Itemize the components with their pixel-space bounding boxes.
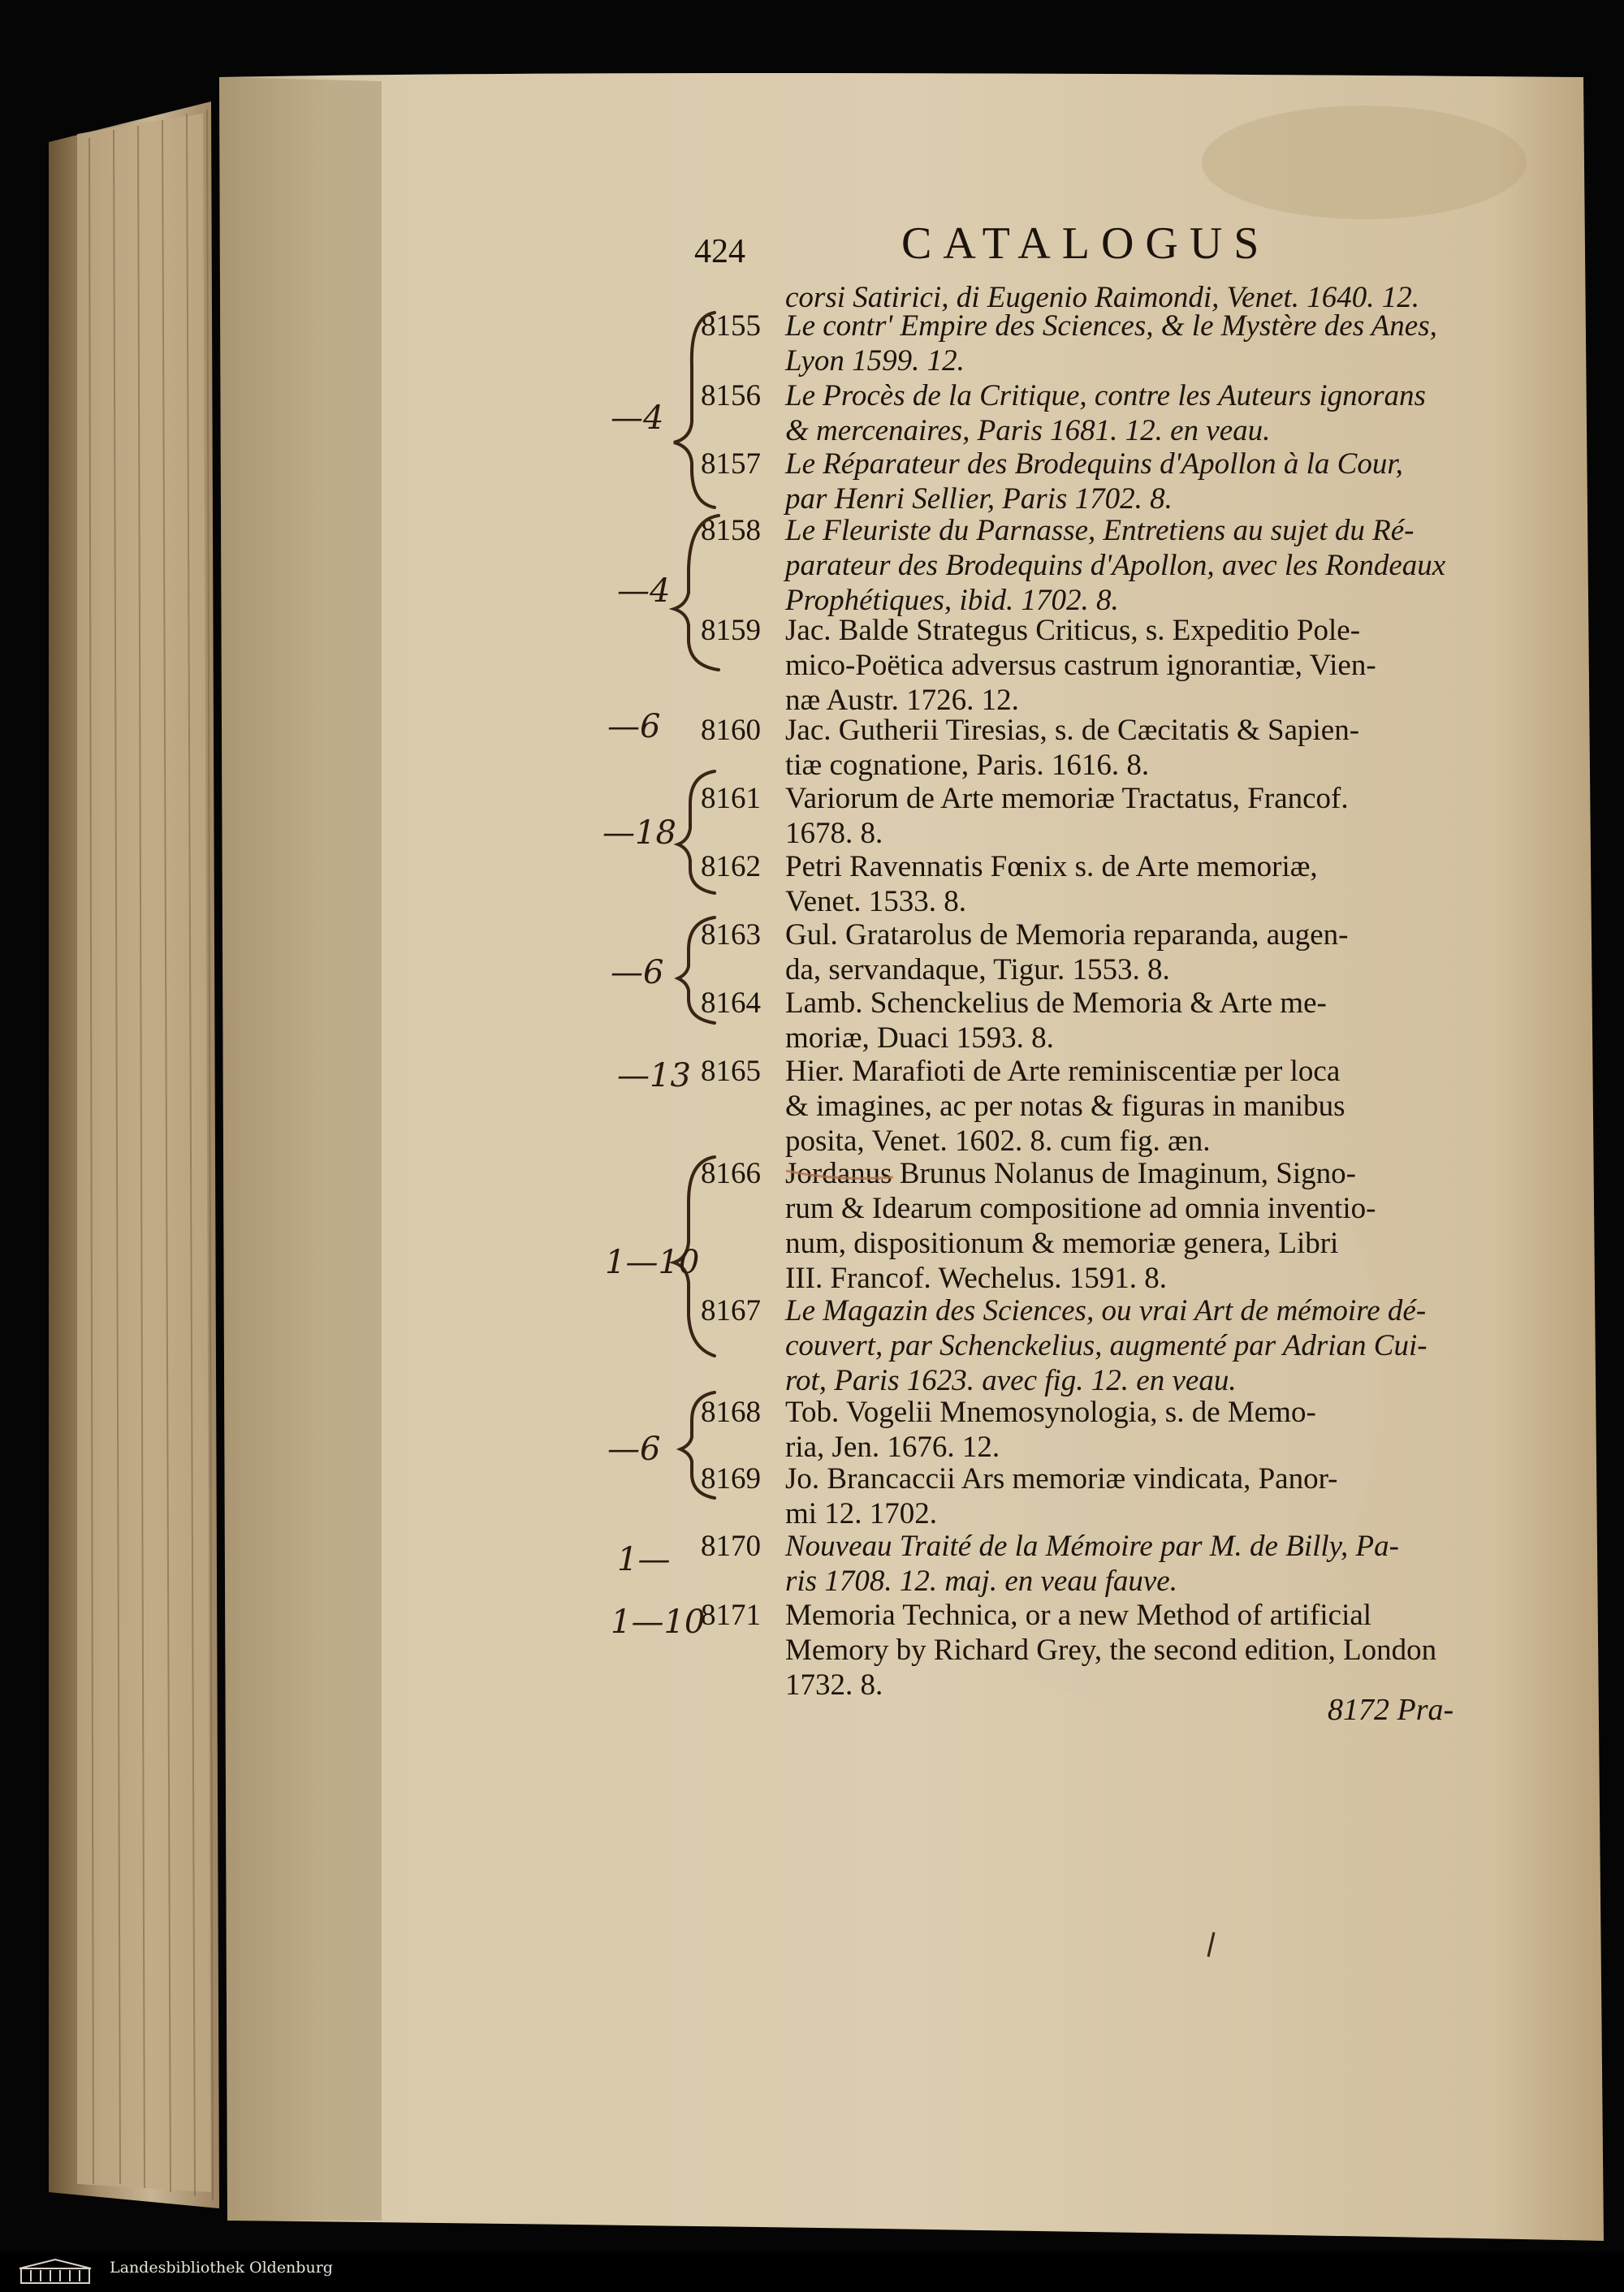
entry-line: Venet. 1533. 8. bbox=[785, 885, 966, 918]
entry-text bbox=[785, 917, 1506, 987]
entry-line: couvert, par Schenckelius, augmenté par Adrian Cui- bbox=[785, 1329, 1427, 1362]
catalog-entry bbox=[694, 849, 1506, 919]
entry-line: Jo. Brancaccii Ars memoriæ vindicata, Panor- bbox=[785, 1462, 1338, 1496]
handwritten-price: —18 bbox=[603, 814, 676, 852]
entry-number: 8167 bbox=[701, 1294, 761, 1327]
entry-text bbox=[785, 713, 1506, 783]
handwritten-price: —4 bbox=[617, 572, 671, 610]
entry-text bbox=[785, 309, 1506, 378]
entry-text bbox=[785, 1461, 1506, 1531]
entry-number: 8169 bbox=[701, 1462, 761, 1496]
entry-line: Memoria Technica, or a new Method of artificial bbox=[785, 1599, 1372, 1632]
handwritten-price: —13 bbox=[617, 1057, 691, 1094]
entry-line: III. Francof. Wechelus. 1591. 8. bbox=[785, 1262, 1168, 1295]
catalog-entry bbox=[694, 781, 1506, 851]
entry-number: 8157 bbox=[701, 447, 761, 481]
entry-line: & imagines, ac per notas & figuras in manibus bbox=[785, 1090, 1345, 1123]
entry-line: næ Austr. 1726. 12. bbox=[785, 684, 1019, 717]
catalog-entry bbox=[694, 1395, 1506, 1465]
entry-line: da, servandaque, Tigur. 1553. 8. bbox=[785, 953, 1170, 986]
entry-number: 8156 bbox=[701, 379, 761, 412]
entry-number: 8170 bbox=[701, 1530, 761, 1563]
entry-text bbox=[785, 781, 1506, 851]
entry-number: 8163 bbox=[701, 918, 761, 952]
entry-number: 8168 bbox=[701, 1396, 761, 1429]
entry-line: 1678. 8. bbox=[785, 817, 883, 850]
entry-line: rum & Idearum compositione ad omnia inventio- bbox=[785, 1192, 1376, 1225]
entry-line: corsi Satirici, di Eugenio Raimondi, Venet. 1640. 12. bbox=[785, 281, 1420, 314]
entry-line: ria, Jen. 1676. 12. bbox=[785, 1431, 1000, 1464]
catalog-entry bbox=[694, 1529, 1506, 1599]
entry-line: par Henri Sellier, Paris 1702. 8. bbox=[785, 482, 1173, 516]
entry-line: Lamb. Schenckelius de Memoria & Arte me- bbox=[785, 986, 1327, 1020]
handwritten-price: —6 bbox=[611, 954, 664, 991]
entry-line: posita, Venet. 1602. 8. cum fig. æn. bbox=[785, 1124, 1211, 1158]
catalog-entry bbox=[694, 513, 1506, 618]
catalog-entry bbox=[694, 713, 1506, 783]
catalog-entry bbox=[694, 1461, 1506, 1531]
entry-number: 8160 bbox=[701, 714, 761, 747]
entry-text bbox=[785, 513, 1506, 618]
running-title: CATALOGUS bbox=[901, 218, 1271, 269]
entry-line: Jac. Balde Strategus Criticus, s. Expeditio Pole- bbox=[785, 614, 1361, 647]
entry-line: Le Procès de la Critique, contre les Auteurs ignorans bbox=[785, 379, 1426, 412]
entry-line: Nouveau Traité de la Mémoire par M. de Billy, Pa- bbox=[785, 1530, 1399, 1563]
catalog-entry bbox=[694, 986, 1506, 1055]
entry-number: 8159 bbox=[701, 614, 761, 647]
entry-number: 8158 bbox=[701, 514, 761, 547]
entry-line: Le Magazin des Sciences, ou vrai Art de mémoire dé- bbox=[785, 1294, 1427, 1327]
entry-text bbox=[785, 1293, 1506, 1398]
entry-text bbox=[785, 613, 1506, 718]
entry-number: 8171 bbox=[701, 1599, 761, 1632]
entry-line: Variorum de Arte memoriæ Tractatus, Francof. bbox=[785, 782, 1349, 815]
entry-line: moriæ, Duaci 1593. 8. bbox=[785, 1021, 1054, 1055]
entry-line: Memory by Richard Grey, the second edition, London bbox=[785, 1634, 1437, 1667]
entry-number: 8165 bbox=[701, 1055, 761, 1088]
entry-line: mi 12. 1702. bbox=[785, 1497, 938, 1530]
handwritten-price: —6 bbox=[607, 1431, 661, 1468]
catalog-entry bbox=[694, 1054, 1506, 1159]
entry-number: 8161 bbox=[701, 782, 761, 815]
handwritten-price: 1—10 bbox=[611, 1604, 706, 1641]
catalog-entry bbox=[694, 378, 1506, 448]
entry-text bbox=[785, 1156, 1506, 1296]
entry-line: & mercenaires, Paris 1681. 12. en veau. bbox=[785, 414, 1271, 447]
entry-line: 1732. 8. bbox=[785, 1668, 883, 1702]
entry-line: Tob. Vogelii Mnemosynologia, s. de Memo- bbox=[785, 1396, 1316, 1429]
entry-number: 8162 bbox=[701, 850, 761, 883]
entry-number: 8155 bbox=[701, 309, 761, 343]
entry-text bbox=[785, 1529, 1506, 1599]
entry-line: Jac. Gutherii Tiresias, s. de Cæcitatis & Sapien- bbox=[785, 714, 1360, 747]
entry-text bbox=[785, 378, 1506, 448]
entry-text bbox=[785, 1054, 1506, 1159]
entry-text bbox=[785, 986, 1506, 1055]
library-building-icon bbox=[15, 2257, 96, 2286]
running-head bbox=[694, 218, 1506, 274]
catchword: 8172 Pra- bbox=[1328, 1693, 1454, 1727]
entry-line: Le Fleuriste du Parnasse, Entretiens au sujet du Ré- bbox=[785, 514, 1415, 547]
entry-line: parateur des Brodequins d'Apollon, avec les Rondeaux bbox=[785, 549, 1446, 582]
entry-text bbox=[785, 1395, 1506, 1465]
catalog-entry bbox=[694, 1598, 1506, 1703]
entry-number: 8166 bbox=[701, 1157, 761, 1190]
handwritten-price: 1—10 bbox=[605, 1244, 700, 1281]
catalog-entry bbox=[694, 1156, 1506, 1296]
catalog-entry bbox=[694, 1293, 1506, 1398]
entry-text bbox=[785, 849, 1506, 919]
library-name: Landesbibliothek Oldenburg bbox=[110, 2259, 333, 2277]
catalog-entry bbox=[694, 447, 1506, 516]
entry-line: tiæ cognatione, Paris. 1616. 8. bbox=[785, 749, 1150, 782]
entry-line: Le contr' Empire des Sciences, & le Mystère des Anes, bbox=[785, 309, 1437, 343]
handwritten-price: —6 bbox=[607, 708, 661, 745]
handwritten-price: —4 bbox=[611, 399, 664, 437]
entry-line: Lyon 1599. 12. bbox=[785, 344, 965, 378]
entry-text bbox=[785, 447, 1506, 516]
entry-text bbox=[785, 1598, 1506, 1703]
handwritten-price: 1— bbox=[617, 1541, 671, 1578]
catalog-entry bbox=[694, 613, 1506, 718]
entry-line: Petri Ravennatis Fœnix s. de Arte memoriæ, bbox=[785, 850, 1318, 883]
catalog-entry bbox=[694, 309, 1506, 378]
entry-line: Jordanus Brunus Nolanus de Imaginum, Signo- bbox=[785, 1157, 1356, 1190]
entry-line: Gul. Gratarolus de Memoria reparanda, augen- bbox=[785, 918, 1349, 952]
catalog-entry bbox=[694, 917, 1506, 987]
entry-line: ris 1708. 12. maj. en veau fauve. bbox=[785, 1565, 1177, 1598]
entry-number: 8164 bbox=[701, 986, 761, 1020]
entry-line: Hier. Marafioti de Arte reminiscentiæ per loca bbox=[785, 1055, 1341, 1088]
entry-line: mico-Poëtica adversus castrum ignorantiæ, Vien- bbox=[785, 649, 1376, 682]
entry-line: Le Réparateur des Brodequins d'Apollon à la Cour, bbox=[785, 447, 1403, 481]
page-number: 424 bbox=[694, 233, 745, 270]
entry-line: Prophétiques, ibid. 1702. 8. bbox=[785, 584, 1119, 617]
entry-line: num, dispositionum & memoriæ genera, Libri bbox=[785, 1227, 1339, 1260]
entry-line: rot, Paris 1623. avec fig. 12. en veau. bbox=[785, 1364, 1237, 1397]
